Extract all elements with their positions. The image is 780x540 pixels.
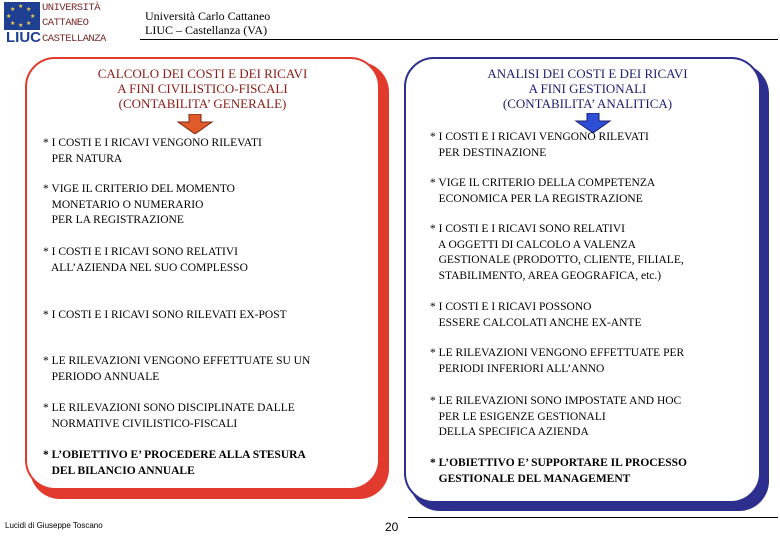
left-panel-heading bbox=[40, 66, 365, 111]
right-item-2: * VIGE IL CRITERIO DELLA COMPETENZA ECONOMICA PER LA REGISTRAZIONE bbox=[430, 177, 656, 205]
right-heading-line-2: A FINI GESTIONALI bbox=[528, 81, 647, 96]
left-item-5: * LE RILEVAZIONI VENGONO EFFETTUATE SU UN PERIODO ANNUALE bbox=[43, 355, 311, 383]
left-down-arrow-icon bbox=[176, 114, 214, 134]
logo-line-3: CASTELLANZA bbox=[42, 33, 106, 45]
left-heading-line-2: A FINI CIVILISTICO-FISCALI bbox=[117, 81, 288, 96]
right-item-3: * I COSTI E I RICAVI SONO RELATIVI A OGGETTI DI CALCOLO A VALENZA GESTIONALE (PRODOTTO, CLIENTE, FILIALE, STABILIMENTO, AREA GEOGRAFICA, etc.) bbox=[430, 223, 684, 282]
left-item-2: * VIGE IL CRITERIO DEL MOMENTO MONETARIO O NUMERARIO PER LA REGISTRAZIONE bbox=[43, 183, 235, 226]
left-heading-line-1: CALCOLO DEI COSTI E DEI RICAVI bbox=[97, 66, 308, 81]
right-heading-line-1: ANALISI DEI COSTI E DEI RICAVI bbox=[487, 66, 688, 81]
logo-line-2: CATTANEO bbox=[42, 17, 89, 29]
left-heading-line-3: (CONTABILITA’ GENERALE) bbox=[118, 96, 287, 111]
logo-emblem: ★ ★ ★ ★ ★ ★ ★ ★ bbox=[4, 2, 40, 30]
header-title bbox=[145, 9, 270, 37]
header-university: Università Carlo Cattaneo bbox=[145, 9, 271, 23]
page-number: 20 bbox=[385, 520, 399, 534]
header-location: LIUC – Castellanza (VA) bbox=[145, 23, 268, 37]
left-item-4: * I COSTI E I RICAVI SONO RILEVATI EX-POST bbox=[43, 309, 287, 321]
right-heading-line-3: (CONTABILITA’ ANALITICA) bbox=[502, 96, 673, 111]
liuc-logo bbox=[4, 2, 118, 48]
right-item-1: * I COSTI E I RICAVI VENGONO RILEVATI PER DESTINAZIONE bbox=[430, 131, 649, 159]
left-item-3: * I COSTI E I RICAVI SONO RELATIVI ALL’AZIENDA NEL SUO COMPLESSO bbox=[43, 246, 248, 274]
left-item-7: * L’OBIETTIVO E’ PROCEDERE ALLA STESURA DEL BILANCIO ANNUALE bbox=[43, 449, 306, 477]
right-item-4: * I COSTI E I RICAVI POSSONO ESSERE CALCOLATI ANCHE EX-ANTE bbox=[430, 301, 642, 329]
footer-author: Lucidi di Giuseppe Toscano bbox=[5, 521, 103, 530]
right-item-5: * LE RILEVAZIONI VENGONO EFFETTUATE PER PERIODI INFERIORI ALL’ANNO bbox=[430, 347, 685, 375]
left-item-6: * LE RILEVAZIONI SONO DISCIPLINATE DALLE NORMATIVE CIVILISTICO-FISCALI bbox=[43, 402, 295, 430]
logo-acronym: LIUC bbox=[6, 29, 41, 46]
right-item-6: * LE RILEVAZIONI SONO IMPOSTATE AND HOC PER LE ESIGENZE GESTIONALI DELLA SPECIFICA AZIENDA bbox=[430, 395, 682, 438]
right-panel-heading bbox=[420, 66, 755, 111]
header-divider bbox=[140, 39, 778, 40]
logo-line-1: UNIVERSITÀ bbox=[42, 2, 101, 14]
right-item-7: * L’OBIETTIVO E’ SUPPORTARE IL PROCESSO GESTIONALE DEL MANAGEMENT bbox=[430, 457, 688, 485]
footer-divider bbox=[408, 517, 778, 518]
left-item-1: * I COSTI E I RICAVI VENGONO RILEVATI PER NATURA bbox=[43, 137, 262, 165]
